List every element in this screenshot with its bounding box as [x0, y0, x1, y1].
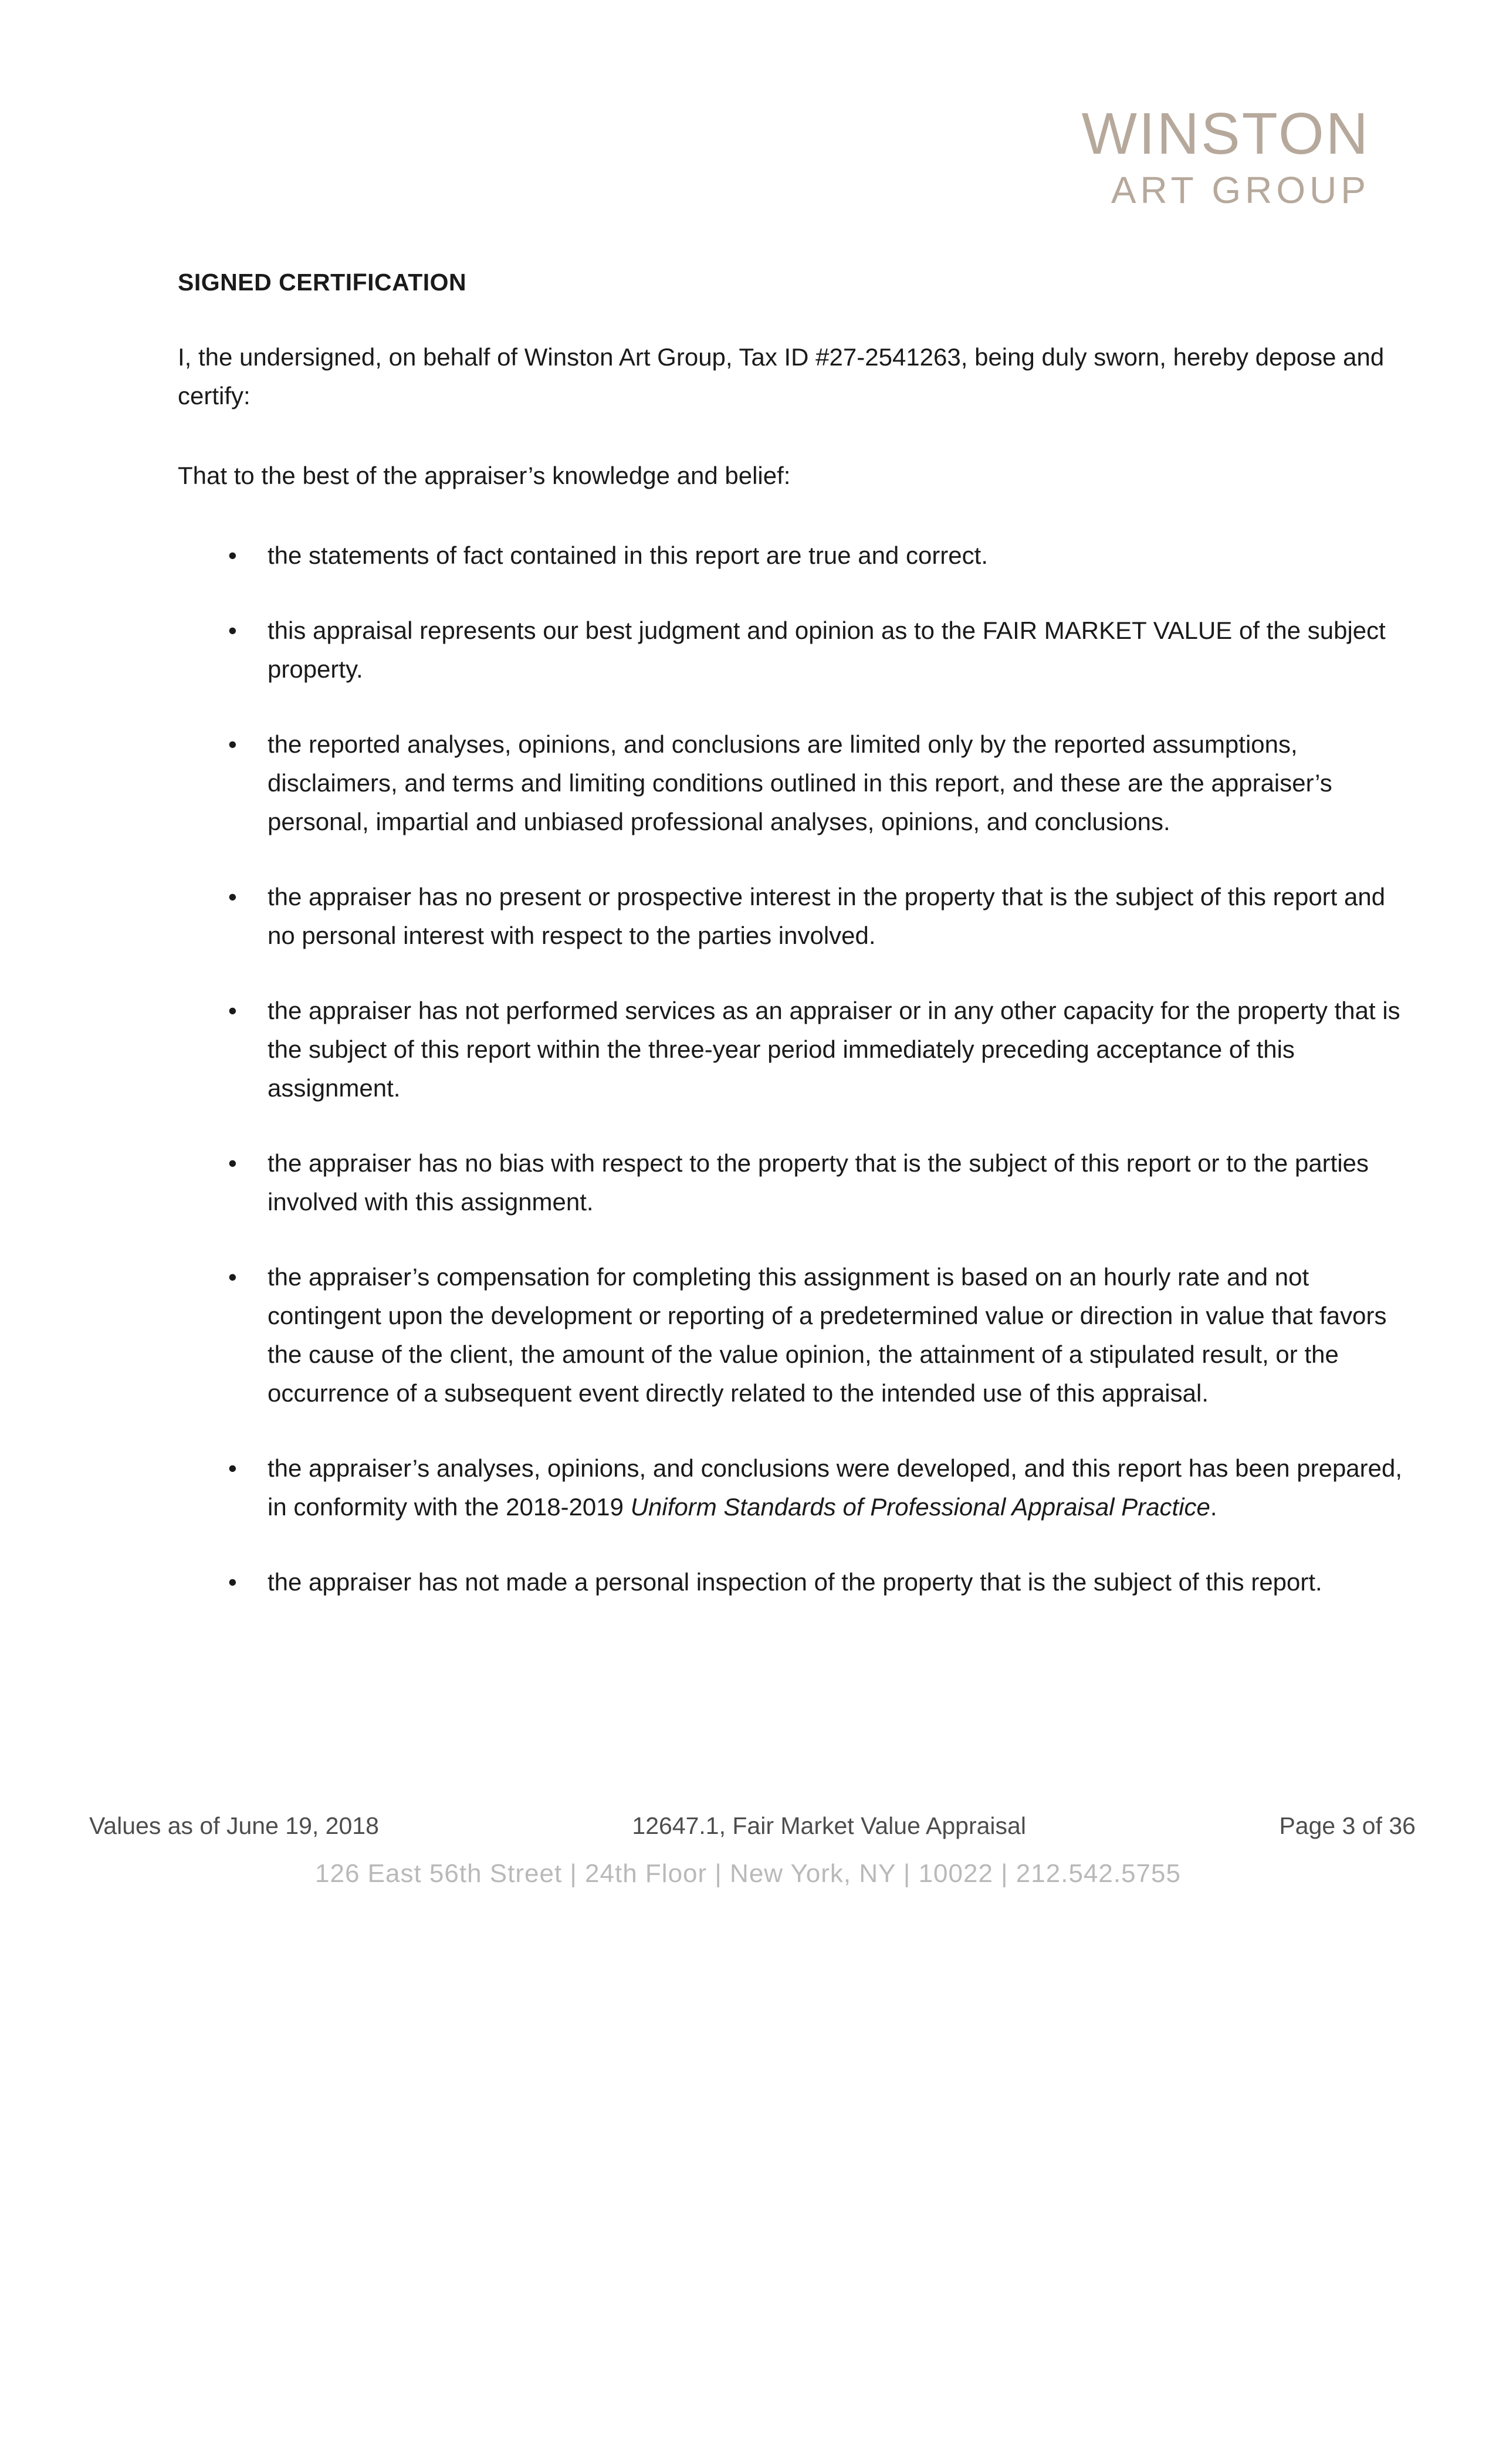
certification-item — [178, 1144, 1419, 1221]
certification-item — [178, 878, 1419, 955]
certification-item-text: the statements of fact contained in this report are true and correct. — [268, 541, 988, 569]
certification-item-text: . — [1210, 1493, 1217, 1521]
certification-item-text: the appraiser has not made a personal inspection of the property that is the subject of this report. — [268, 1568, 1322, 1596]
certification-item — [178, 536, 1419, 575]
certification-item — [178, 1258, 1419, 1413]
footer-address-line: 126 East 56th Street | 24th Floor | New York, NY | 10022 | 212.542.5755 — [315, 1859, 1181, 1888]
certification-item-text: the reported analyses, opinions, and conclusions are limited only by the reported assumptions, disclaimers, and terms and limiting conditions outlined in this report, and these are the appraiser’s personal, impartial and unbiased professional analyses, opinions, and conclusions. — [268, 730, 1332, 835]
certification-item — [178, 1563, 1419, 1602]
certification-item-text: the appraiser’s compensation for completing this assignment is based on an hourly rate and not contingent upon the development or reporting of a predetermined value or direction in value that favors the cause of the client, the amount of the value opinion, the attainment of a stipulated result, or the occurrence of a subsequent event directly related to the intended use of this appraisal. — [268, 1263, 1387, 1407]
winston-art-group-logo — [1081, 101, 1370, 211]
certification-item-text: the appraiser has no present or prospective interest in the property that is the subject of this report and no personal interest with respect to the parties involved. — [268, 883, 1386, 949]
uspap-title-italic: Uniform Standards of Professional Appraisal Practice — [630, 1493, 1210, 1521]
certification-item-text: the appraiser’s analyses, opinions, and conclusions were developed, and this report has been prepared, in conformity with the 2018-2019 — [268, 1454, 1403, 1521]
certification-item — [178, 991, 1419, 1108]
section-heading: SIGNED CERTIFICATION — [178, 269, 467, 296]
certification-item — [178, 725, 1419, 841]
certification-item — [178, 611, 1419, 689]
intro-paragraph: I, the undersigned, on behalf of Winston Art Group, Tax ID #27-2541263, being duly sworn, hereby depose and certify: — [178, 343, 1385, 409]
certification-item-text: the appraiser has not performed services as an appraiser or in any other capacity for the property that is the subject of this report within the three-year period immediately preceding acceptance of this assignment. — [268, 997, 1400, 1102]
certification-item — [178, 1449, 1419, 1527]
logo-winston-text: WINSTON — [1081, 101, 1370, 167]
logo-art-group-text: ART GROUP — [1111, 169, 1370, 211]
footer-page-number: Page 3 of 36 — [1279, 1812, 1416, 1839]
footer-values-date: Values as of June 19, 2018 — [89, 1812, 379, 1839]
certification-item-text: the appraiser has no bias with respect to the property that is the subject of this report or to the parties involved with this assignment. — [268, 1149, 1369, 1216]
footer-report-title: 12647.1, Fair Market Value Appraisal — [632, 1812, 1026, 1839]
footer-meta-row — [89, 1812, 1416, 1840]
certification-list — [178, 536, 1419, 1602]
certification-item-text: this appraisal represents our best judgment and opinion as to the FAIR MARKET VALUE of the subject property. — [268, 617, 1386, 683]
certification-body — [178, 263, 1419, 1638]
belief-line: That to the best of the appraiser’s knowledge and belief: — [178, 462, 791, 489]
